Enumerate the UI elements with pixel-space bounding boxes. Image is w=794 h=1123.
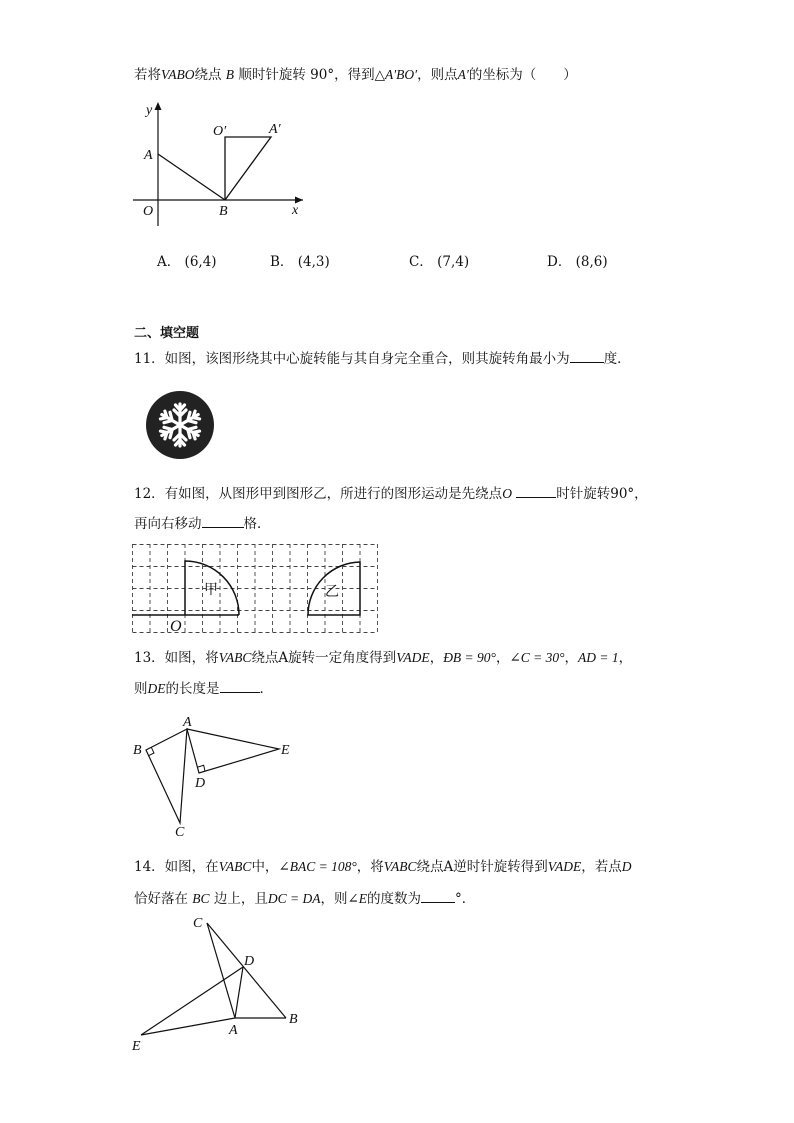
option-letter: C． bbox=[409, 254, 433, 270]
section-title: 二、填空题 bbox=[134, 326, 200, 341]
q14-text: 边上，且 bbox=[213, 891, 268, 907]
q14-triangle: VABC bbox=[218, 859, 252, 874]
q10-triangle2: △A′BO′ bbox=[374, 67, 418, 82]
q14-text: 中， bbox=[251, 859, 279, 875]
point-o-prime-label: O′ bbox=[213, 124, 227, 139]
point-a-label: A bbox=[144, 148, 153, 163]
q12-grid-figure bbox=[132, 544, 380, 636]
q14-triangle2: VABC bbox=[383, 859, 417, 874]
answer-blank[interactable] bbox=[220, 678, 260, 693]
q13-condition: AD = 1 bbox=[578, 650, 619, 665]
q10-triangle: VABO bbox=[161, 67, 195, 82]
x-axis-label: x bbox=[292, 203, 299, 218]
q13-point-d-label: D bbox=[195, 776, 206, 791]
q13-point-a-label: A bbox=[183, 715, 192, 730]
q13-point-e-label: E bbox=[281, 743, 290, 758]
option-d[interactable] bbox=[547, 250, 608, 270]
q12-text: ， bbox=[634, 486, 648, 502]
q13-text: 的长度是 bbox=[165, 681, 220, 697]
q10-text: 顺时针旋转 90°，得到 bbox=[238, 67, 375, 83]
q14-point: D bbox=[621, 859, 632, 874]
q11-text: 度． bbox=[603, 351, 631, 367]
q14-point-d-label: D bbox=[244, 954, 255, 969]
q12-stem-line1 bbox=[134, 483, 648, 504]
figure-jia-label: 甲 bbox=[204, 582, 218, 598]
q14-point-b-label: B bbox=[289, 1012, 298, 1027]
answer-blank[interactable] bbox=[516, 483, 556, 498]
q12-point: O bbox=[502, 486, 512, 501]
q13-text: 绕点A旋转一定角度得到 bbox=[251, 650, 397, 666]
q13-condition: ∠C = 30° bbox=[509, 650, 565, 665]
q14-triangle-figure bbox=[128, 912, 308, 1057]
option-value: (8,6) bbox=[575, 254, 608, 270]
q10-point2: A′ bbox=[457, 67, 469, 82]
q14-equation: DC = DA bbox=[267, 891, 321, 906]
figure-yi-label: 乙 bbox=[325, 584, 339, 600]
q13-triangle2: VADE bbox=[396, 650, 430, 665]
q13-text: ． bbox=[259, 681, 273, 697]
q13-triangle: VABC bbox=[218, 650, 252, 665]
q12-text: 时针旋转 bbox=[556, 486, 611, 502]
q11-text: 11．如图，该图形绕其中心旋转能与其自身完全重合，则其旋转角最小为 bbox=[134, 351, 570, 367]
option-c[interactable] bbox=[409, 250, 469, 270]
q10-coordinate-figure bbox=[125, 98, 325, 228]
q13-text: ， bbox=[495, 650, 510, 666]
q10-point: B bbox=[225, 67, 235, 82]
q14-point-e-label: E bbox=[132, 1039, 141, 1054]
q14-point-c-label: C bbox=[193, 916, 203, 931]
q14-angle-e: ∠E bbox=[347, 891, 368, 906]
option-letter: B． bbox=[270, 254, 294, 270]
answer-blank[interactable] bbox=[570, 348, 604, 363]
q14-text: 14．如图，在 bbox=[134, 859, 219, 875]
origin-label: O bbox=[143, 204, 154, 219]
q14-segment: BC bbox=[192, 891, 210, 906]
snowflake-figure bbox=[145, 390, 215, 460]
q13-triangle-figure bbox=[128, 712, 298, 842]
option-b[interactable] bbox=[270, 250, 330, 270]
q14-angle: ∠BAC = 108° bbox=[278, 859, 357, 874]
q10-text: 的坐标为（ ） bbox=[468, 67, 577, 83]
option-value: (4,3) bbox=[297, 254, 330, 270]
y-axis-label: y bbox=[146, 103, 153, 118]
q10-stem bbox=[134, 65, 577, 85]
q14-text: ，若点 bbox=[581, 859, 622, 875]
q13-text: ， bbox=[564, 650, 579, 666]
q10-text: ，则点 bbox=[417, 67, 458, 83]
option-value: (7,4) bbox=[437, 254, 470, 270]
q13-text: 13．如图，将 bbox=[134, 650, 219, 666]
q13-stem-line2 bbox=[134, 678, 273, 699]
q14-text: 恰好落在 bbox=[134, 891, 188, 907]
q11-stem bbox=[134, 348, 631, 369]
q13-text: ， bbox=[429, 650, 444, 666]
q10-text: 绕点 bbox=[194, 67, 222, 83]
q14-text: ，则 bbox=[320, 891, 348, 907]
q12-angle: 90° bbox=[610, 486, 635, 502]
option-value: (6,4) bbox=[184, 254, 217, 270]
q13-stem-line1 bbox=[134, 648, 632, 668]
answer-blank[interactable] bbox=[421, 888, 455, 903]
q14-text: 绕点A逆时针旋转得到 bbox=[416, 859, 548, 875]
option-letter: A． bbox=[157, 254, 181, 270]
q12-text: 12．有如图，从图形甲到图形乙，所进行的图形运动是先绕点 bbox=[134, 486, 503, 502]
answer-blank[interactable] bbox=[202, 513, 244, 528]
q12-text: 再向右移动 bbox=[134, 516, 202, 532]
q10-text: 若将 bbox=[134, 67, 161, 83]
q14-stem-line2 bbox=[134, 888, 475, 909]
q13-text: ， bbox=[618, 650, 633, 666]
q14-point-a-label: A bbox=[229, 1023, 238, 1038]
q13-text: 则 bbox=[134, 681, 148, 697]
q14-text: °． bbox=[455, 891, 476, 907]
q13-segment: DE bbox=[147, 681, 166, 696]
q14-text: ，将 bbox=[356, 859, 384, 875]
q14-stem-line1 bbox=[134, 857, 632, 877]
point-b-label: B bbox=[219, 204, 228, 219]
q13-point-c-label: C bbox=[175, 825, 185, 840]
q13-condition: ÐB = 90° bbox=[443, 650, 496, 665]
q12-text: 格． bbox=[243, 516, 271, 532]
q14-triangle3: VADE bbox=[547, 859, 582, 874]
q14-text: 的度数为 bbox=[367, 891, 422, 907]
q13-point-b-label: B bbox=[133, 743, 142, 758]
point-a-prime-label: A′ bbox=[269, 122, 281, 137]
option-a[interactable] bbox=[157, 250, 217, 270]
option-letter: D． bbox=[547, 254, 572, 270]
q12-stem-line2 bbox=[134, 513, 271, 534]
point-o-label: O bbox=[170, 618, 182, 635]
